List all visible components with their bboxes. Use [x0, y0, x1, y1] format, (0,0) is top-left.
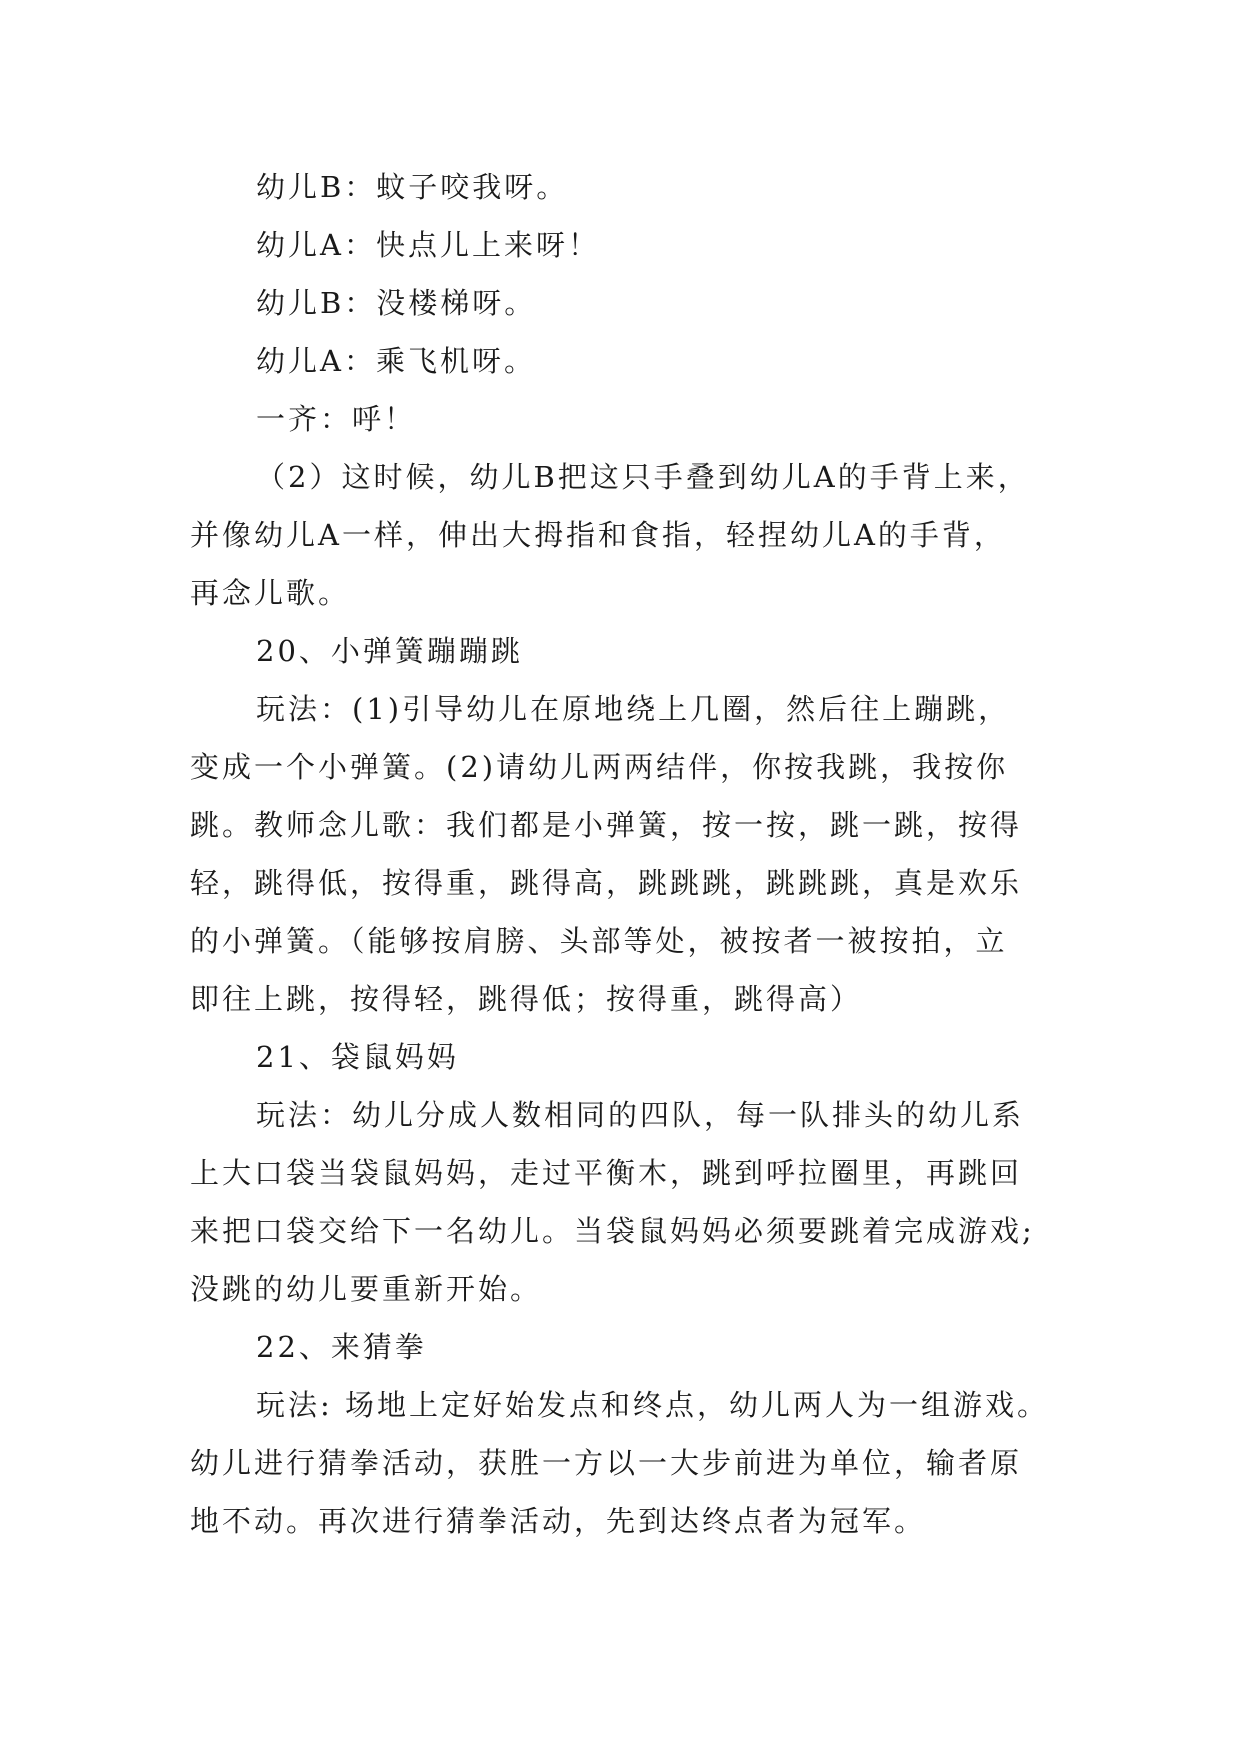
text-line: （2）这时候，幼儿B把这只手叠到幼儿A的手背上来， [256, 460, 1030, 494]
text-line: 上大口袋当袋鼠妈妈，走过平衡木，跳到呼拉圈里，再跳回 [190, 1156, 1023, 1190]
text-line: 的小弹簧。（能够按肩膀、头部等处，被按者一被按拍，立 [190, 924, 1008, 958]
text-line: 21、袋鼠妈妈 [256, 1040, 459, 1074]
text-line: 轻，跳得低，按得重，跳得高，跳跳跳，跳跳跳，真是欢乐 [190, 866, 1023, 900]
text-line: 玩法：(1)引导幼儿在原地绕上几圈，然后往上蹦跳， [256, 692, 1011, 726]
text-line: 幼儿B：没楼梯呀。 [256, 286, 537, 320]
text-line: 并像幼儿A一样，伸出大拇指和食指，轻捏幼儿A的手背， [190, 518, 1006, 552]
text-line: 变成一个小弹簧。(2)请幼儿两两结伴，你按我跳，我按你 [190, 750, 1009, 784]
text-line: 幼儿B：蚊子咬我呀。 [256, 170, 569, 204]
text-line: 幼儿进行猜拳活动，获胜一方以一大步前进为单位，输者原 [190, 1446, 1023, 1480]
text-line: 即往上跳，按得轻，跳得低；按得重，跳得高） [190, 982, 863, 1016]
text-line: 跳。教师念儿歌：我们都是小弹簧，按一按，跳一跳，按得 [190, 808, 1023, 842]
text-line: 地不动。再次进行猜拳活动，先到达终点者为冠军。 [190, 1504, 927, 1538]
text-line: 一齐：呼！ [256, 402, 417, 436]
text-line: 没跳的幼儿要重新开始。 [190, 1272, 543, 1306]
text-line: 22、来猜拳 [256, 1330, 427, 1364]
text-line: 玩法: 场地上定好始发点和终点，幼儿两人为一组游戏。 [256, 1388, 1049, 1422]
text-line: 幼儿A：乘飞机呀。 [256, 344, 536, 378]
text-line: 幼儿A：快点儿上来呀！ [256, 228, 600, 262]
text-line: 再念儿歌。 [190, 576, 351, 610]
text-line: 来把口袋交给下一名幼儿。当袋鼠妈妈必须要跳着完成游戏; [190, 1214, 1035, 1248]
text-line: 玩法：幼儿分成人数相同的四队，每一队排头的幼儿系 [256, 1098, 1025, 1132]
text-line: 20、小弹簧蹦蹦跳 [256, 634, 523, 668]
document-body [190, 158, 1075, 1550]
